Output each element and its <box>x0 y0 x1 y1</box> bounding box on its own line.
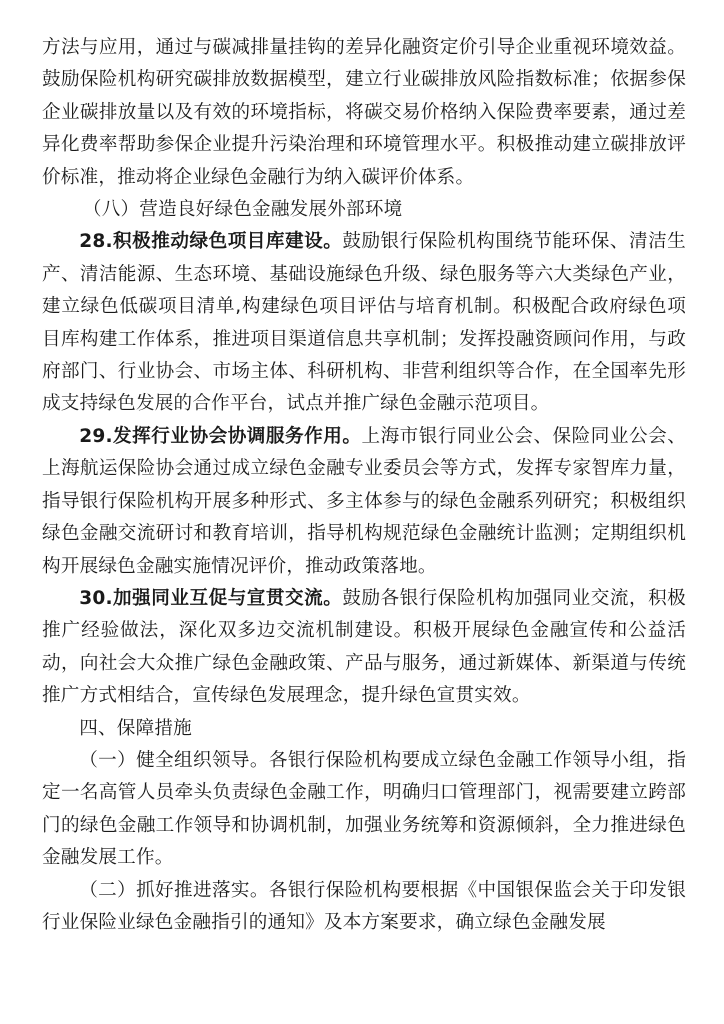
item-28-title: 28.积极推动绿色项目库建设。 <box>79 231 343 253</box>
item-28-paragraph <box>42 226 686 420</box>
heading-external-environment: （八）营造良好绿色金融发展外部环境 <box>82 199 403 221</box>
item-30-body: 鼓励各银行保险机构加强同业交流，积极推广经验做法，深化双多边交流机制建设。积极开展绿色金融宣传和公益活动，向社会大众推广绿色金融政策、产品与服务，通过新媒体、新渠道与传统推广方式相结合，宣传绿色发展理念，提升绿色宣贯实效。 <box>42 587 686 707</box>
item-29-title: 29.发挥行业协会协调服务作用。 <box>79 425 362 447</box>
paragraph-carbon-pricing: 方法与应用，通过与碳减排量挂钩的差异化融资定价引导企业重视环境效益。鼓励保险机构研究碳排放数据模型，建立行业碳排放风险指数标准；依据参保企业碳排放量以及有效的环境指标，将碳交易价格纳入保险费率要素，通过差异化费率帮助参保企业提升污染治理和环境管理水平。积极推动建立碳排放评价标准，推动将企业绿色金融行为纳入碳评价体系。 <box>42 37 686 188</box>
sub-item-implementation: （二）抓好推进落实。各银行保险机构要根据《中国银保监会关于印发银行业保险业绿色金融指引的通知》及本方案要求，确立绿色金融发展 <box>42 879 686 933</box>
item-28-body: 鼓励银行保险机构围绕节能环保、清洁生产、清洁能源、生态环境、基础设施绿色升级、绿色服务等六大类绿色产业，建立绿色低碳项目清单,构建绿色项目评估与培育机制。积极配合政府绿色项目库构建工作体系，推进项目渠道信息共享机制；发挥投融资顾问作用，与政府部门、行业协会、市场主体、科研机构、非营利组织等合作，在全国率先形成支持绿色发展的合作平台，试点并推广绿色金融示范项目。 <box>42 231 686 415</box>
item-30-title: 30.加强同业互促与宣贯交流。 <box>79 587 343 609</box>
item-29-paragraph <box>42 421 686 583</box>
sub-item-organization-leadership: （一）健全组织领导。各银行保险机构要成立绿色金融工作领导小组，指定一名高管人员牵头负责绿色金融工作，明确归口管理部门，视需要建立跨部门的绿色金融工作领导和协调机制，加强业务统筹和资源倾斜，全力推进绿色金融发展工作。 <box>42 749 686 869</box>
item-30-paragraph <box>42 583 686 713</box>
document-page <box>42 32 686 939</box>
section-safeguards-heading: 四、保障措施 <box>79 717 192 739</box>
item-29-body: 上海市银行同业公会、保险同业公会、上海航运保险协会通过成立绿色金融专业委员会等方式，发挥专家智库力量，指导银行保险机构开展多种形式、多主体参与的绿色金融系列研究；积极组织绿色金融交流研讨和教育培训，指导机构规范绿色金融统计监测；定期组织机构开展绿色金融实施情况评价，推动政策落地。 <box>42 425 687 577</box>
